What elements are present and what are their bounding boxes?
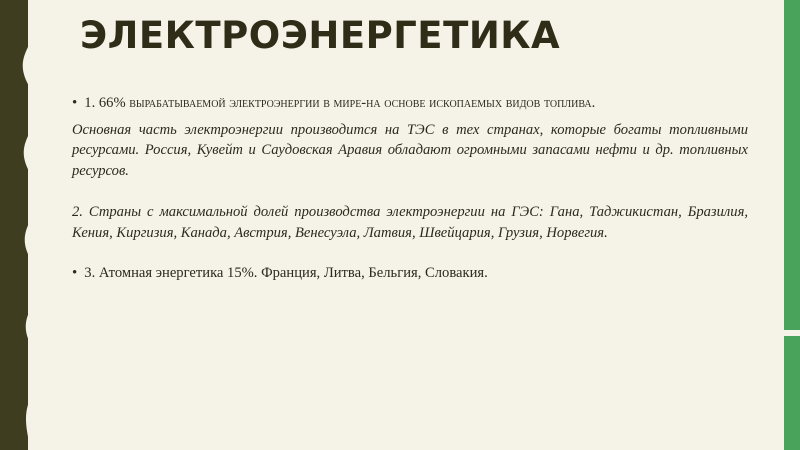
bullet-marker-icon: •	[72, 265, 78, 282]
page-title: ЭЛЕКТРОЭНЕРГЕТИКА	[80, 14, 561, 57]
bullet-3-text: 3. Атомная энергетика 15%. Франция, Литва, Бельгия, Словакия.	[84, 265, 488, 282]
bullet-item-1	[72, 93, 748, 118]
bullet-1-lead-text: 1. 66% вырабатываемой электроэнергии в мире-на основе ископаемых видов топлива.	[84, 95, 596, 111]
right-accent-bar-top	[784, 0, 800, 330]
slide-body	[72, 93, 748, 290]
bullet-item-3	[72, 263, 748, 288]
paragraph-2: 2. Страны с максимальной долей производства электроэнергии на ГЭС: Гана, Таджикистан, Бразилия, Кения, Киргизия, Канада, Австрия, Венесуэла, Латвия, Швейцария, Грузия, Норвегия.	[72, 203, 748, 241]
bullet-marker-icon: •	[72, 95, 78, 111]
bullet-1-detail-text: Основная часть электроэнергии производится на ТЭС в тех странах, которые богаты топливными ресурсами. Россия, Кувейт и Саудовская Аравия обладают огромными запасами нефти и др. топливных ресурсов.	[72, 121, 748, 180]
wavy-edge-decoration	[18, 0, 44, 450]
right-accent-bar-bottom	[784, 336, 800, 450]
